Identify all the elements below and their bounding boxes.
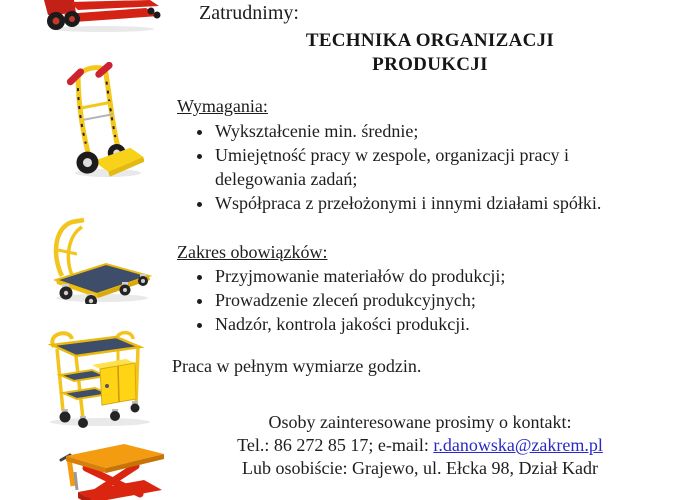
contact-heading: Osoby zainteresowane prosimy o kontakt: bbox=[268, 412, 572, 432]
employment-note: Praca w pełnym wymiarze godzin. bbox=[172, 356, 422, 376]
requirement-item: • Umiejętność pracy w zespole, organizacji pracy i delegowania zadań; bbox=[214, 143, 656, 191]
duty-item: • Nadzór, kontrola jakości produkcji. bbox=[214, 312, 684, 336]
requirements-heading: Wymagania: bbox=[177, 96, 268, 116]
email-link[interactable]: r.danowska@zakrem.pl bbox=[433, 435, 603, 455]
requirements-list bbox=[170, 119, 656, 215]
intro-line: Zatrudnimy: bbox=[199, 2, 299, 24]
duty-item: • Prowadzenie zleceń produkcyjnych; bbox=[214, 288, 684, 312]
shelf-service-cart-image bbox=[42, 329, 154, 428]
scissor-lift-table-image bbox=[52, 442, 164, 500]
contact-phone-email-prefix: Tel.: 86 272 85 17; e-mail: bbox=[237, 435, 434, 455]
duties-list bbox=[170, 264, 684, 336]
platform-cart-image bbox=[46, 214, 154, 304]
pallet-truck-image bbox=[42, 0, 162, 32]
duty-item: • Przyjmowanie materiałów do produkcji; bbox=[214, 264, 684, 288]
requirement-item: • Współpraca z przełożonymi i innymi działami spółki. bbox=[214, 191, 656, 215]
contact-in-person: Lub osobiście: Grajewo, ul. Ełcka 98, Dział Kadr bbox=[242, 458, 598, 478]
job-title bbox=[170, 29, 690, 77]
job-title-line1: TECHNIKA ORGANIZACJI bbox=[305, 30, 555, 51]
contact-block bbox=[150, 411, 690, 480]
duties-heading: Zakres obowiązków: bbox=[177, 242, 328, 262]
job-title-line2: PRODUKCJI bbox=[372, 54, 488, 75]
contact-phone-line bbox=[150, 434, 690, 457]
requirement-item: • Wykształcenie min. średnie; bbox=[214, 119, 656, 143]
hand-truck-image bbox=[66, 62, 144, 180]
